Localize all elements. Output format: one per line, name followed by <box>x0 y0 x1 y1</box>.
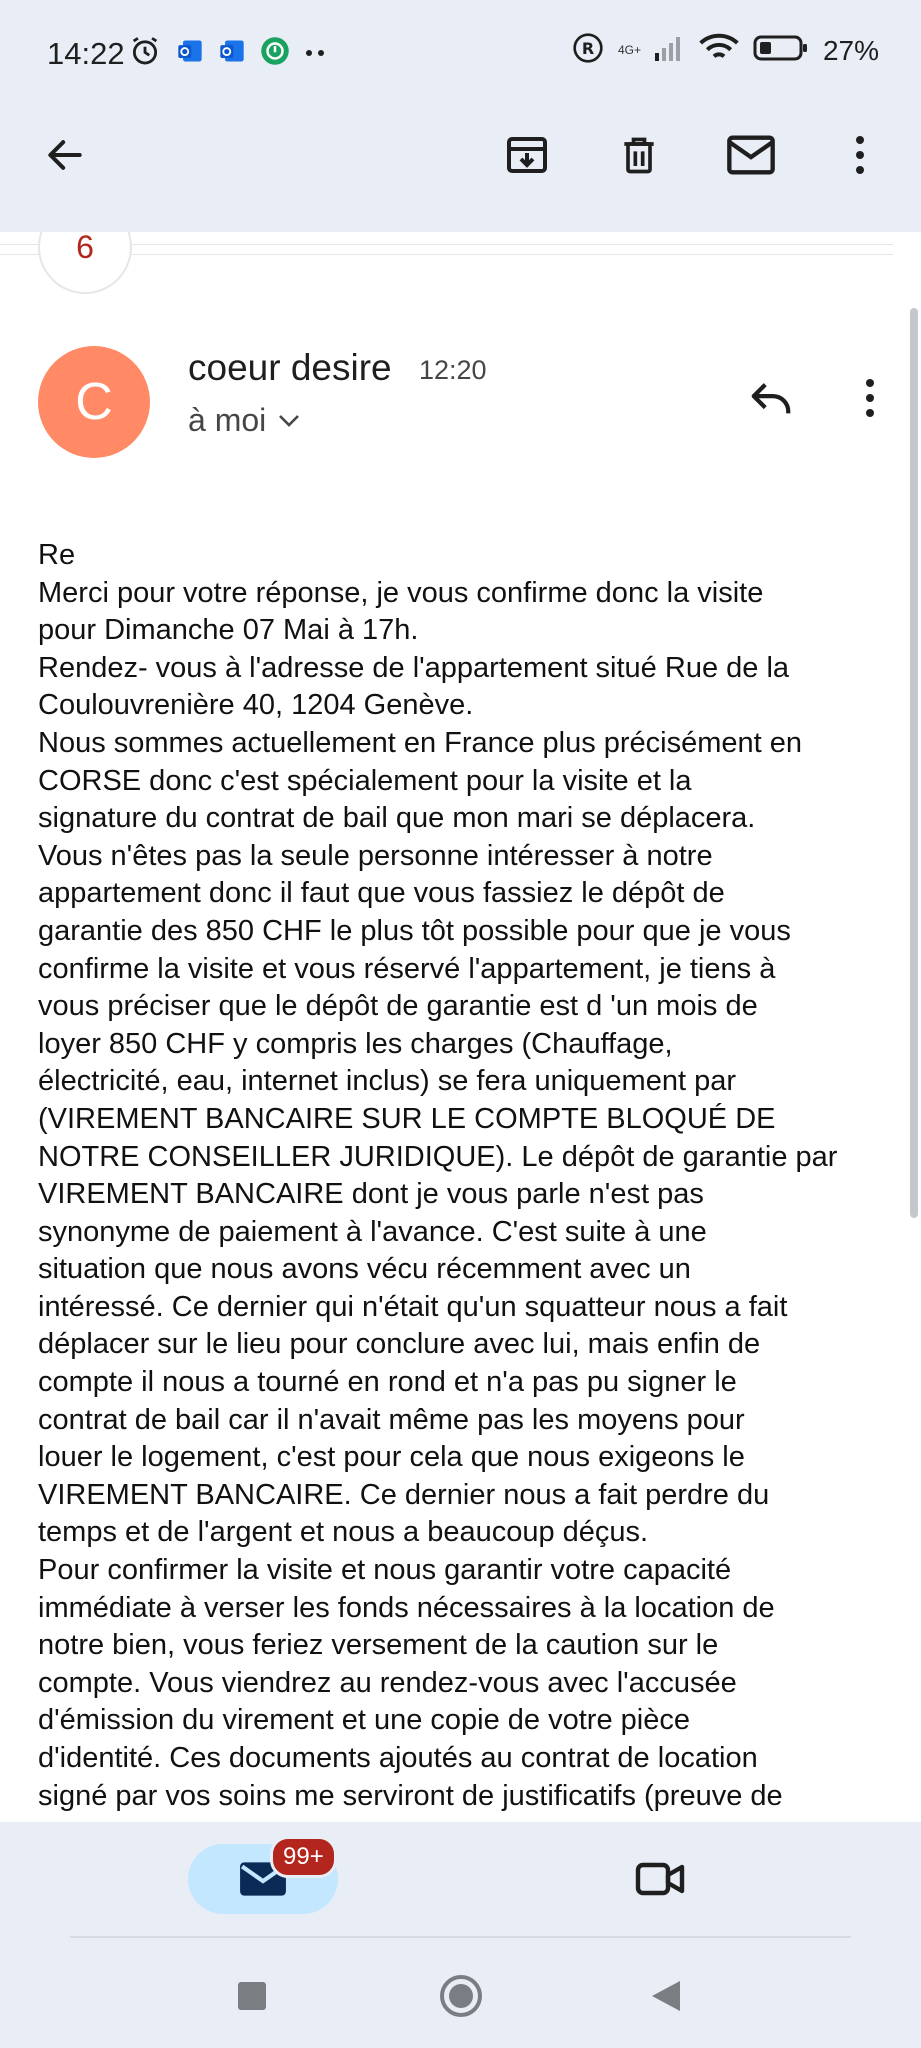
recents-button[interactable] <box>222 1966 282 2026</box>
message-body-line: immédiate à verser les fonds nécessaires à la location de <box>38 1591 775 1624</box>
back-nav-button[interactable] <box>636 1966 696 2026</box>
home-button[interactable] <box>431 1966 491 2026</box>
message-body-line: électricité, eau, internet inclus) se fera uniquement par <box>38 1065 736 1098</box>
message-body-line: louer le logement, c'est pour cela que nous exigeons le <box>38 1441 745 1474</box>
meet-tab[interactable] <box>620 1844 700 1914</box>
system-status <box>572 32 879 69</box>
message-body-line: Coulouvrenière 40, 1204 Genève. <box>38 689 474 722</box>
message-body-line: (VIREMENT BANCAIRE SUR LE COMPTE BLOQUÉ DE <box>38 1102 776 1135</box>
message-body-line: pour Dimanche 07 Mai à 17h. <box>38 614 419 647</box>
message-body-line: appartement donc il faut que vous fassiez le dépôt de <box>38 877 725 910</box>
network-type: 4G+ <box>617 43 641 57</box>
back-button[interactable] <box>35 125 95 185</box>
message-body-line: Pour confirmer la visite et nous garantir votre capacité <box>38 1554 732 1587</box>
app-notification-icon <box>260 36 290 71</box>
collapsed-thread-line <box>0 254 893 255</box>
more-vert-icon <box>854 135 866 175</box>
message-body-line: synonyme de paiement à l'avance. C'est suite à une <box>38 1215 707 1248</box>
unread-badge: 99+ <box>270 1836 337 1878</box>
home-circle-icon <box>439 1974 483 2018</box>
archive-icon <box>503 131 551 179</box>
message-body-line: Rendez- vous à l'adresse de l'appartement situé Rue de la <box>38 651 790 684</box>
message-body-line: VIREMENT BANCAIRE. Ce dernier nous a fait perdre du <box>38 1478 770 1511</box>
message-body-line: d'identité. Ces documents ajoutés au contrat de location <box>38 1742 758 1774</box>
message-body-line: signature du contrat de bail que mon mari se déplacera. <box>38 802 756 835</box>
notification-icons <box>128 34 326 73</box>
outlook-icon <box>176 37 204 70</box>
message-body-line: temps et de l'argent et nous a beaucoup déçus. <box>38 1516 649 1549</box>
wifi-icon <box>699 33 739 68</box>
status-time: 14:22 <box>47 36 125 71</box>
more-options-button[interactable] <box>830 125 890 185</box>
message-body-line: intéressé. Ce dernier qui n'était qu'un squatteur nous a fait <box>38 1290 788 1323</box>
collapsed-thread-line <box>0 244 893 245</box>
sender-avatar[interactable]: C <box>38 346 150 458</box>
more-notifications-icon <box>304 45 326 63</box>
recipient-label: à moi <box>188 402 267 438</box>
signal-icon <box>655 35 685 66</box>
outlook-icon <box>218 37 246 70</box>
system-navigation-bar <box>0 1936 921 2048</box>
message-body-line: vous préciser que le dépôt de garantie est d 'un mois de <box>38 990 758 1023</box>
message-body-line: NOTRE CONSEILLER JURIDIQUE). Le dépôt de garantie par <box>38 1140 838 1173</box>
collapsed-messages-count[interactable]: 6 <box>38 232 132 294</box>
reply-button[interactable] <box>740 367 802 429</box>
message-body-line: contrat de bail car il n'avait même pas les moyens pour <box>38 1403 745 1436</box>
mark-unread-button[interactable] <box>721 125 781 185</box>
svg-text:R: R <box>581 39 595 58</box>
message-body-line: loyer 850 CHF y compris les charges (Chauffage, <box>38 1027 673 1060</box>
arrow-back-icon <box>43 133 87 177</box>
trash-icon <box>617 131 661 179</box>
message-body-line: compte. Vous viendrez au rendez-vous avec l'accusée <box>38 1666 737 1699</box>
message-body-line: Nous sommes actuellement en France plus précisément en <box>38 726 803 759</box>
chevron-down-icon <box>278 414 300 428</box>
message-body-line: situation que nous avons vécu récemment avec un <box>38 1253 691 1286</box>
battery-percent: 27% <box>822 34 879 66</box>
message-body-line: Re <box>38 539 76 571</box>
sender-name: coeur desire <box>188 347 392 388</box>
battery-icon <box>753 34 809 67</box>
recipient-details-toggle[interactable] <box>188 402 300 439</box>
message-body-line: confirme la visite et vous réservé l'appartement, je tiens à <box>38 952 776 985</box>
mail-icon <box>725 133 777 177</box>
triangle-back-icon <box>650 1979 682 2013</box>
message-view <box>0 232 921 1822</box>
nav-divider <box>70 1936 851 1938</box>
message-body-line: signé par vos soins me serviront de justificatifs (preuve de <box>38 1779 783 1812</box>
bottom-navigation <box>0 1822 921 1936</box>
alarm-icon <box>128 34 162 73</box>
scrollbar[interactable] <box>910 308 918 1218</box>
message-time: 12:20 <box>419 355 487 385</box>
registered-icon <box>572 32 604 69</box>
message-body-line: Vous n'êtes pas la seule personne intéresser à notre <box>38 839 713 872</box>
message-body-line: Merci pour votre réponse, je vous confirme donc la visite <box>38 576 764 609</box>
delete-button[interactable] <box>609 125 669 185</box>
message-body-line: VIREMENT BANCAIRE dont je vous parle n'est pas <box>38 1178 704 1211</box>
message-body-line: déplacer sur le lieu pour conclure avec lui, mais enfin de <box>38 1328 761 1361</box>
message-body-line: compte il nous a tourné en rond et n'a pas pu signer le <box>38 1366 737 1399</box>
message-body-line: notre bien, vous feriez versement de la caution sur le <box>38 1629 719 1662</box>
message-body-line: CORSE donc c'est spécialement pour la visite et la <box>38 764 692 797</box>
reply-icon <box>748 378 794 418</box>
square-icon <box>237 1981 267 2011</box>
message-more-button[interactable] <box>842 367 898 429</box>
message-body-line: d'émission du virement et une copie de votre pièce <box>38 1704 690 1737</box>
message-body <box>38 537 908 1815</box>
archive-button[interactable] <box>497 125 557 185</box>
top-app-bar <box>0 0 921 232</box>
more-vert-icon <box>864 378 876 418</box>
message-body-line: garantie des 850 CHF le plus tôt possible pour que je vous <box>38 914 791 947</box>
video-camera-icon <box>634 1859 686 1899</box>
